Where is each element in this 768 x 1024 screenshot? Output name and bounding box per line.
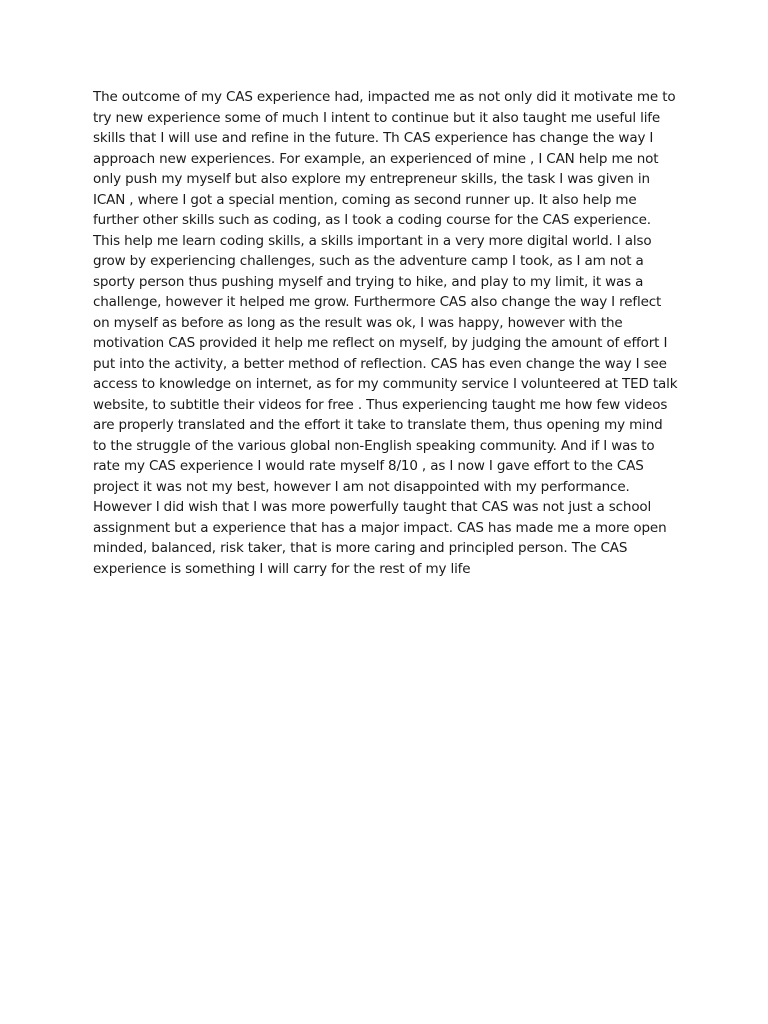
body-paragraph: The outcome of my CAS experience had, impacted me as not only did it motivate me to try new experience some of much I intent to continue but it also taught me useful life skills that I will use and refine in the future. Th CAS experience has change the way I approach new experiences. For example, an experienced of mine , I CAN help me not only push my myself but also explore my entrepreneur skills, the task I was given in ICAN , where I got a special mention, coming as second runner up. It also help me further other skills such as coding, as I took a coding course for the CAS experience. This help me learn coding skills, a skills important in a very more digital world. I also grow by experiencing challenges, such as the adventure camp I took, as I am not a sporty person thus pushing myself and trying to hike, and play to my limit, it was a challenge, however it helped me grow. Furthermore CAS also change the way I reflect on myself as before as long as the result was ok, I was happy, however with the motivation CAS provided it help me reflect on myself, by judging the amount of effort I put into the activity, a better method of reflection. CAS has even change the way I see access to knowledge on internet, as for my community service I volunteered at TED talk website, to subtitle their videos for free . Thus experiencing taught me how few videos are properly translated and the effort it take to translate them, thus opening my mind to the struggle of the various global non-English speaking community. And if I was to rate my CAS experience I would rate myself 8/10 , as I now I gave effort to the CAS project it was not my best, however I am not disappointed with my performance. However I did wish that I was more powerfully taught that CAS was not just a school assignment but a experience that has a major impact. CAS has made me a more open minded, balanced, risk taker, that is more caring and principled person. The CAS experience is something I will carry for the rest of my life — [93, 89, 678, 577]
